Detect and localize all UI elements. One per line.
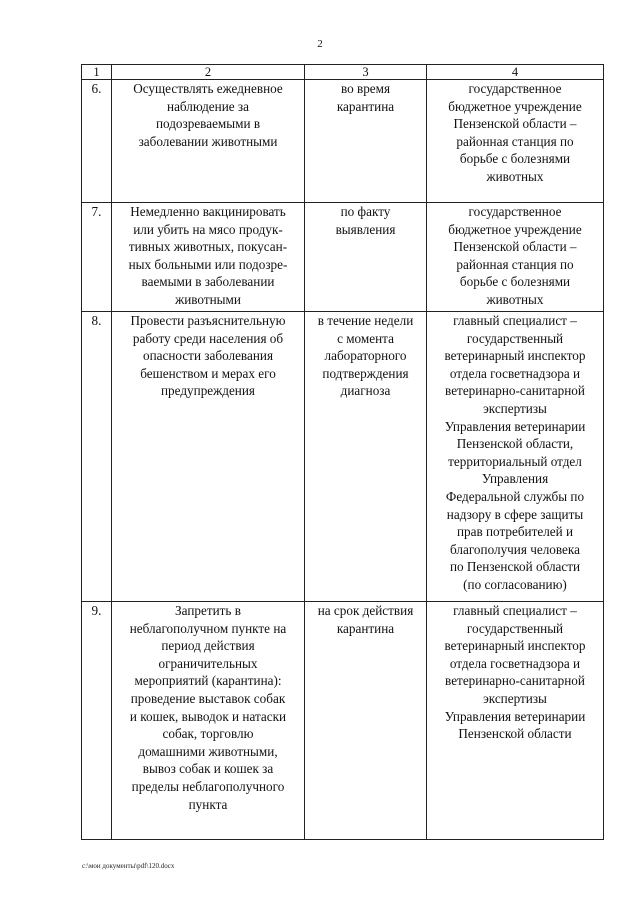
column-header: 4 — [427, 65, 604, 80]
table-row — [82, 602, 604, 840]
action-text: Осуществлять ежедневное наблюдение за подозреваемыми в заболевании животными — [133, 81, 283, 149]
table-row — [82, 312, 604, 602]
responsible-cell — [427, 602, 604, 840]
table-row — [82, 203, 604, 312]
action-cell — [112, 312, 305, 602]
term-cell — [305, 312, 427, 602]
table-row — [82, 80, 604, 203]
term-text: в течение недели с момента лабораторного подтверждения диагноза — [317, 313, 414, 399]
responsible-text: государственное бюджетное учреждение Пензенской области – районная станция по борьбе с болезнями животных — [448, 204, 582, 307]
responsible-cell — [427, 203, 604, 312]
action-cell — [112, 80, 305, 203]
responsible-text: главный специалист – государственный ветеринарный инспектор отдела госветнадзора и ветеринарно-санитарной экспертизы Управления ветеринарии Пензенской области, территориальный отдел Управления Федеральной службы по надзору в сфере защиты прав потребителей и благополучия человека по Пензенской области (по согласованию) — [444, 313, 586, 592]
action-text: Немедленно вакцинировать или убить на мясо продук- тивных животных, покусан- ных больными или подозре- ваемыми в заболевании животными — [128, 204, 288, 307]
page-number: 2 — [317, 38, 323, 50]
responsible-cell — [427, 312, 604, 602]
column-header: 3 — [305, 65, 427, 80]
column-header: 2 — [112, 65, 305, 80]
row-number: 7. — [82, 203, 112, 312]
column-header: 1 — [82, 65, 112, 80]
action-text: Провести разъяснительную работу среди населения об опасности заболевания бешенством и мерах его предупреждения — [130, 313, 286, 399]
measures-table — [81, 64, 604, 840]
responsible-text: главный специалист – государственный ветеринарный инспектор отдела госветнадзора и ветеринарно-санитарной экспертизы Управления ветеринарии Пензенской области — [444, 603, 586, 742]
row-number: 8. — [82, 312, 112, 602]
term-text: во время карантина — [336, 81, 395, 114]
action-cell — [112, 203, 305, 312]
row-number: 6. — [82, 80, 112, 203]
responsible-cell — [427, 80, 604, 203]
action-text: Запретить в неблагополучном пункте на период действия ограничительных мероприятий (карантина): проведение выставок собак и кошек, выводок и натаски собак, торговлю домашними животными, вывоз собак и кошек за пределы неблагополучного пункта — [129, 603, 287, 812]
term-cell — [305, 203, 427, 312]
term-cell — [305, 80, 427, 203]
term-text: на срок действия карантина — [317, 603, 414, 636]
action-cell — [112, 602, 305, 840]
term-cell — [305, 602, 427, 840]
table-header-row — [82, 65, 604, 80]
responsible-text: государственное бюджетное учреждение Пензенской области – районная станция по борьбе с болезнями животных — [448, 81, 582, 184]
term-text: по факту выявления — [335, 204, 396, 237]
file-path-footer: c:\мои документы\pdf\120.docx — [82, 862, 175, 870]
row-number: 9. — [82, 602, 112, 840]
